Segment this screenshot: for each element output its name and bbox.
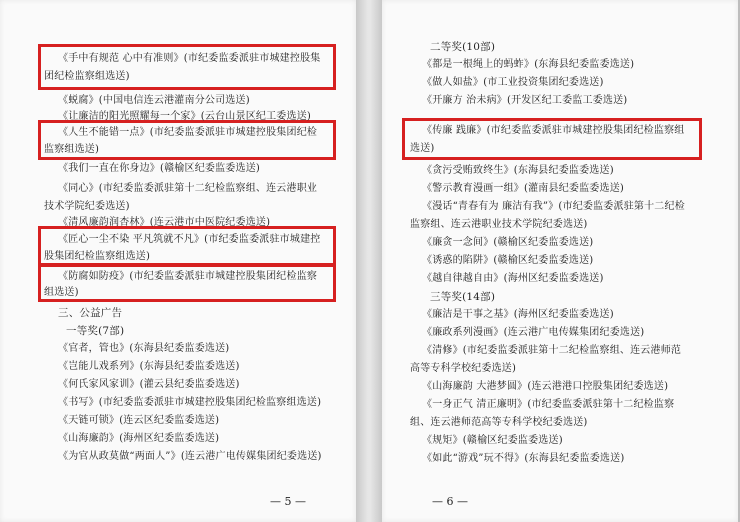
text-line: 《岂能儿戏系列》(东海县纪委监委选送) [58,361,240,372]
text-line: 《廉政系列漫画》(连云港广电传媒集团纪委选送) [422,327,645,338]
text-line: 《廉洁是干事之基》(海州区纪委监委选送) [422,309,614,320]
text-line: 《天链可锁》(连云区纪委监委选送) [58,415,220,426]
text-line: 《贪污受贿致终生》(东海县纪委监委选送) [422,165,614,176]
text-line: 《规矩》(赣榆区纪委监委选送) [422,435,563,446]
text-line: 组、连云港师范高等专科学校纪委选送) [410,417,588,428]
text-line: 《开廉方 治未病》(开发区纪工委监工委选送) [422,95,628,106]
text-line: 《人生不能错一点》(市纪委监委派驻市城建控股集团纪检 [58,127,318,138]
text-line: 监察组、连云港职业技术学院纪委选送) [410,219,588,230]
text-line: 《防腐如防疫》(市纪委监委派驻市城建控股集团纪检监察 [58,271,318,282]
award-heading: 二等奖(10部) [430,41,496,53]
text-line: 《漫话“青春有为 廉洁有我”》(市纪委监委派驻第十二纪检 [422,201,685,212]
text-line: 《清风廉韵润杏林》(连云港市中医院纪委选送) [58,217,271,228]
text-line: 技术学院纪委选送) [44,201,130,212]
text-line: 《警示教育漫画一组》(灌南县纪委监委选送) [422,183,625,194]
text-line: 高等专科学校纪委选送) [410,363,517,374]
document-page-5 [0,0,356,522]
text-line: 《匠心一尘不染 平凡筑就不凡》(市纪委监委派驻市城建控 [58,234,321,245]
text-line: 《官者，管也》(东海县纪委监委选送) [58,343,230,354]
text-line: 《一身正气 清正廉明》(市纪委监委派驻第十二纪检监察 [422,399,675,410]
text-line: 《传廉 践廉》(市纪委监委派驻市城建控股集团纪检监察组 [422,125,685,136]
document-page-6 [382,0,738,522]
text-line: 《山海廉韵》(海州区纪委监委选送) [58,433,220,444]
text-line: 《手中有规范 心中有准则》(市纪委监委派驻市城建控股集 [58,53,321,64]
text-line: 《清修》(市纪委监委派驻第十二纪检监察组、连云港师范 [422,345,682,356]
text-line: 《同心》(市纪委监委派驻第十二纪检监察组、连云港职业 [58,183,318,194]
text-line: 《山海廉韵 大港梦圆》(连云港港口控股集团纪委选送) [422,381,669,392]
text-line: 股集团纪检监察组选送) [44,251,151,262]
text-line: 《我们一直在你身边》(赣榆区纪委监委选送) [58,163,261,174]
text-line: 《何氏家风家训》(灌云县纪委监委选送) [58,379,240,390]
text-line: 《蜕腐》(中国电信连云港灌南分公司选送) [58,95,250,106]
text-line: 《都是一根绳上的蚂蚱》(东海县纪委监委选送) [422,59,635,70]
text-line: 《诱惑的陷阱》(赣榆区纪委监委选送) [422,255,594,266]
text-line: 《越自律越自由》(海州区纪委监委选送) [422,273,604,284]
text-line: 《书写》(市纪委监委派驻市城建控股集团纪检监察组选送) [58,397,322,408]
text-line: 《做人如盐》(市工业投资集团纪委选送) [422,77,604,88]
page-number: — 5 — [270,495,306,508]
text-line: 《廉贪一念间》(赣榆区纪委监委选送) [422,237,594,248]
text-line: 团纪检监察组选送) [44,71,130,82]
text-line: 《如此“游戏”玩不得》(东海县纪委监委选送) [422,453,625,464]
page-number: — 6 — [432,495,468,508]
award-heading: 一等奖(7部) [66,325,125,337]
text-line: 《为官从政莫做“两面人”》(连云港广电传媒集团纪委选送) [58,451,322,462]
text-line: 组选送) [44,287,79,298]
book-gutter [356,0,382,522]
award-heading: 三等奖(14部) [430,291,496,303]
text-line: 《让廉洁的阳光照耀每一个家》(云台山景区纪工委选送) [58,111,312,122]
text-line: 选送) [410,143,435,154]
section-heading: 三、公益广告 [58,307,123,319]
text-line: 监察组选送) [44,144,100,155]
